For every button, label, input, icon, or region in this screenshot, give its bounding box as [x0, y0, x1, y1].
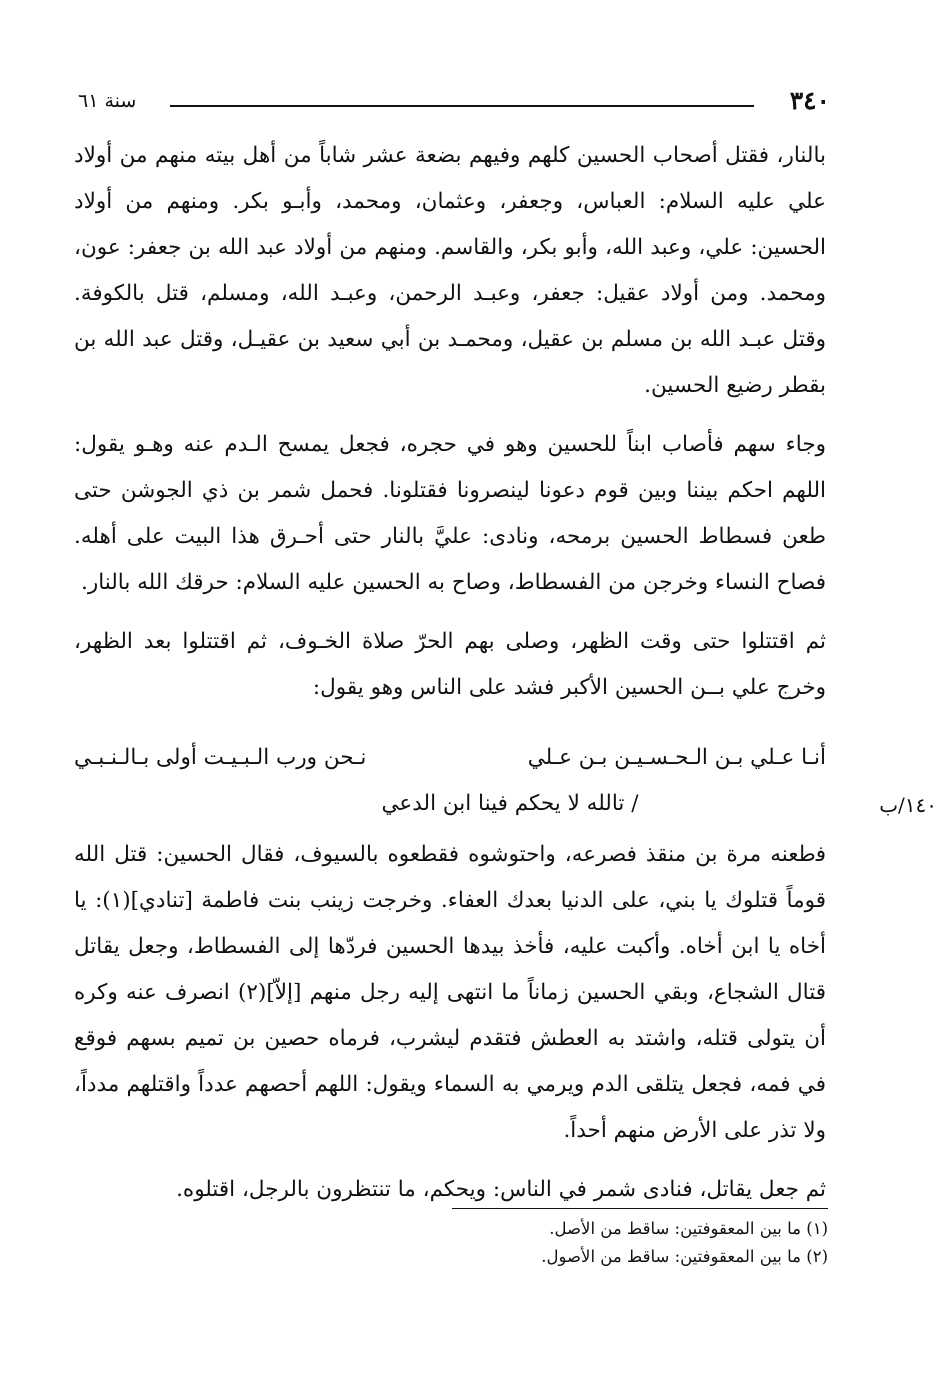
footnotes	[300, 1215, 828, 1271]
footnote: (١) ما بين المعقوفتين: ساقط من الأصل.	[549, 1219, 828, 1238]
paragraph: ﻓطعنه مرة بن منقذ فصرعه، واحتوشوه فقطعوه بالسيوف، فقال الحسين: قتل الله قوماً قتلوك يا بني، على الدنيا بعدك العفاء. وخرجت زينب بنت فاطمة [تنادي](١): يا أخاه يا ابن أخاه. وأكبت عليه، فأخذ بيدها الحسين فردّها إلى الفسطاط، وجعل يقاتل قتال الشجاع، وبقي الحسين زماناً ما انتهى إليه رجل منهم [إلاّ](٢) انصرف عنه وكره أن يتولى قتله، واشتد به العطش فتقدم ليشرب، فرماه حصين بن تميم بسهم فوقع في فمه، فجعل يتلقى الدم ويرمي به السماء ويقول: اللهم أحصهم عدداً واقتلهم مدداً، ولا تذر على الأرض منهم أحداً.	[74, 842, 826, 1143]
paragraph: وجاء سهم فأصاب ابناً للحسين وهو في حجره، فجعل يمسح الـدم عنه وهـو يقول: اللهم احكم بيننا وبين قوم دعونا لينصرونا فقتلونا. فحمل شمر بن ذي الجوشن حتى طعن فسطاط الحسين برمحه، ونادى: عليَّ بالنار حتى أحـرق هذا البيت على أهله. فصاح النساء وخرجن من الفسطاط، وصاح به الحسين عليه السلام: حرقك الله بالنار.	[74, 432, 826, 595]
poem-hemistich-left: نـحن ورب الـبـيـت أولى بـالـنـبـي	[74, 745, 367, 770]
header-year: سنة ٦١	[78, 90, 137, 112]
running-header	[78, 84, 830, 120]
footnote-rule	[452, 1208, 828, 1209]
page-number: ٣٤٠	[789, 86, 830, 115]
paragraph: ثم جعل يقاتل، فنادى شمر في الناس: ويحكم، ما تنتظرون بالرجل، اقتلوه.	[176, 1177, 826, 1202]
poem-line-2: / تالله لا يحكم فينا ابن الدعي	[381, 791, 639, 816]
main-text-top	[74, 133, 826, 724]
footnote: (٢) ما بين المعقوفتين: ساقط من الأصول.	[541, 1247, 828, 1266]
poem-line	[74, 735, 826, 781]
header-rule	[170, 105, 754, 107]
poem-verse	[74, 735, 826, 827]
paragraph: بالنار، فقتل أصحاب الحسين كلهم وفيهم بضعة عشر شاباً من أهل بيته منهم من أولاد علي عليه السلام: العباس، وجعفر، وعثمان، ومحمد، وأبـو بكر. ومنهم من أولاد الحسين: علي، وعبد الله، وأبو بكر، والقاسم. ومنهم من أولاد عبد الله بن جعفر: عون، ومحمد. ومن أولاد عقيل: جعفر، وعبـد الرحمن، وعبـد الله، ومسلم، قتل بالكوفة. وقتل عبـد الله بن مسلم بن عقيل، ومحمـد بن أبي سعيد بن عقيـل، وقتل عبد الله بن بقطر رضيع الحسين.	[74, 143, 826, 398]
main-text-bottom	[74, 832, 826, 1226]
poem-hemistich-right: أنـا عـلي بـن الـحـسـيـن بـن عـلي	[527, 745, 826, 770]
paragraph: ثم اقتتلوا حتى وقت الظهر، وصلى بهم الحرّ صلاة الخـوف، ثم اقتتلوا بعد الظهر، وخرج علي بــن الحسين الأكبر فشد على الناس وهو يقول:	[74, 629, 826, 700]
margin-reference: ١٤٠/ب	[879, 793, 937, 817]
